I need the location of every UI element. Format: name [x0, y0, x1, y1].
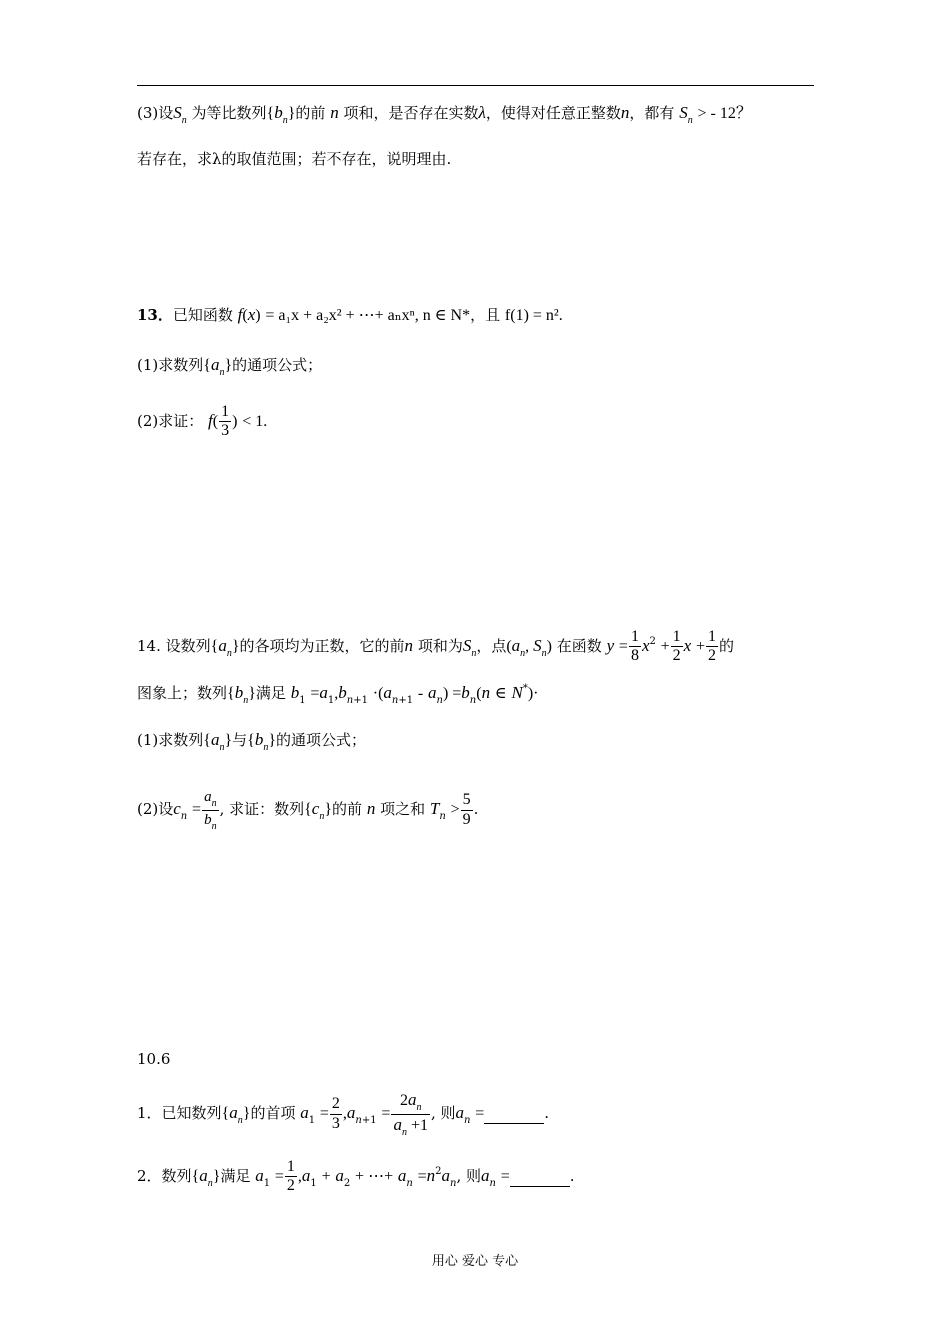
- q14-line2: 图象上；数列$\{b_n\}$满足 $b_1 =a_1,b_{n+1} \cdot(a_{n+1} - a_n) =b_n(n$ ∈ N*)·: [137, 683, 539, 706]
- q14-part2: (2)设$c_n$ = $\frac{a_n}{b_n}$ , 求证：数列$\{c_n\}$的前 n 项之和 $T_n$ > $\frac{5}{9}$ .: [137, 789, 479, 832]
- fraction-one-third: $\frac{1}{3}$: [221, 403, 230, 440]
- q12-part3-line1: (3)设$S_n$ 为等比数列$\{b_n\}$的前 n 项和，是否存在实数λ，使得对任意正整数n，都有 $S_n$ > - 12？: [137, 103, 752, 126]
- problem-1: 1．已知数列$\{a_n\}$的首项 $a_1$ = $\frac{2}{3}$ $,a_{n+1}$ = $\frac{2a_n}{a_n +1}$ , 则$a_n$ = .: [137, 1090, 550, 1138]
- q13-part2: (2)求证： f( $\frac{1}{3}$ ) < 1.: [137, 403, 268, 440]
- page-footer: 用心 爱心 专心: [431, 1254, 519, 1269]
- q12-part3-line2: 若存在，求λ的取值范围；若不存在，说明理由.: [137, 150, 452, 168]
- q14-stem: 14. 设数列$\{a_n\}$的各项均为正数，它的前n 项和为$S_n$，点($a_n$, $S_n$) 在函数 y = $\frac{1}{8}$ $x^2$ + $\frac{1}{2}$ x + $\frac{1}{2}$ 的: [137, 628, 735, 665]
- section-number: 10.6: [137, 1050, 171, 1068]
- answer-blank[interactable]: [510, 1171, 570, 1187]
- header-rule: [137, 85, 814, 86]
- q14-part1: (1)求数列$\{a_n\}$与$\{b_n\}$的通项公式；: [137, 730, 367, 753]
- q13-part1: (1)求数列$\{a_n\}$的通项公式；: [137, 355, 323, 378]
- answer-blank[interactable]: [484, 1108, 544, 1124]
- problem-2: 2．数列$\{a_n\}$满足 $a_1$ = $\frac{1}{2}$ $,a_1 + a_2$ + ⋯+ $a_n =n^2a_n$, 则$a_n$ = .: [137, 1158, 575, 1195]
- q13-stem: 13．已知函数 f(x) = a₁x + a₂x² + ⋯+ aₙxⁿ, n ∈ N*，且 f(1) = n².: [137, 305, 563, 324]
